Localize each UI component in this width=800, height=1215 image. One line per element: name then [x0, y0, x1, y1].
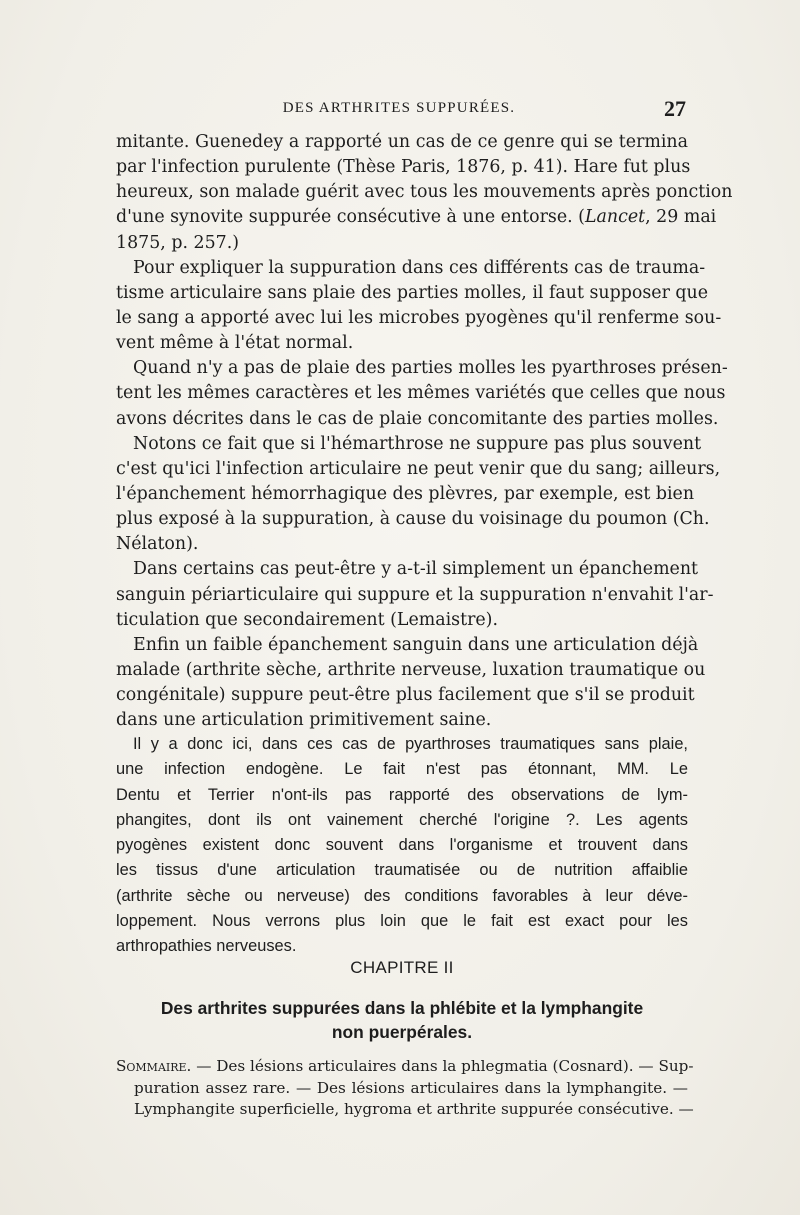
text-line: une infection endogène. Le fait n'est pas étonnant, MM. Le	[116, 760, 688, 779]
text-line: vent même à l'état normal.	[116, 333, 354, 354]
page-number: 27	[664, 96, 686, 121]
text-line: (arthrite sèche ou nerveuse) des conditions favorables à leur déve-	[116, 886, 688, 905]
journal-title: Lancet	[584, 207, 646, 228]
text-line: pyogènes existent donc souvent dans l'organisme et trouvent dans	[116, 836, 688, 855]
text-line: malade (arthrite sèche, arthrite nerveuse, luxation traumatique ou	[116, 659, 706, 680]
text-line: dans une articulation primitivement saine.	[116, 710, 492, 731]
text-line: ticulation que secondairement (Lemaistre).	[116, 609, 498, 630]
running-head	[112, 96, 686, 122]
chapter-subtitle-line: non puerpérales.	[331, 1022, 473, 1042]
running-title: DES ARTHRITES SUPPURÉES.	[282, 100, 516, 116]
summary-line: puration assez rare. — Des lésions articulaires dans la lymphangite. —	[134, 1078, 688, 1097]
text-line: heureux, son malade guérit avec tous les mouvements après ponction	[116, 182, 733, 203]
text-line: plus exposé à la suppuration, à cause du voisinage du poumon (Ch.	[116, 509, 710, 530]
text-line: sanguin périarticulaire qui suppure et la suppuration n'envahit l'ar-	[116, 584, 714, 605]
chapter-subtitle	[116, 996, 688, 1044]
text-line: tisme articulaire sans plaie des parties molles, il faut supposer que	[116, 282, 709, 303]
text-line: avons décrites dans le cas de plaie concomitante des parties molles.	[116, 408, 719, 429]
text-span: — Des lésions articulaires dans la phlegmatia (Cosnard). — Sup-	[191, 1057, 694, 1075]
text-line: Il y a donc ici, dans ces cas de pyarthroses traumatiques sans plaie,	[133, 735, 688, 753]
text-span: , 29 mai	[645, 207, 717, 228]
chapter-subtitle-line: Des arthrites suppurées dans la phlébite et la lymphangite	[160, 998, 644, 1018]
text-line: Enfin un faible épanchement sanguin dans une articulation déjà	[133, 634, 699, 655]
text-span: d'une synovite suppurée consécutive à une entorse. (	[116, 207, 585, 228]
text-line: Nélaton).	[116, 534, 199, 555]
text-line: les tissus d'une articulation traumatisée ou de nutrition affaiblie	[116, 861, 688, 880]
text-line: par l'infection purulente (Thèse Paris, 1876, p. 41). Hare fut plus	[116, 157, 691, 178]
text-line: arthropathies nerveuses.	[116, 937, 297, 956]
summary-label: Sommaire.	[116, 1057, 192, 1075]
text-line: l'épanchement hémorrhagique des plèvres, par exemple, est bien	[116, 483, 695, 504]
body-text-sans	[116, 732, 688, 960]
text-line: c'est qu'ici l'infection articulaire ne peut venir que du sang; ailleurs,	[116, 458, 721, 479]
text-line: mitante. Guenedey a rapporté un cas de ce genre qui se termina	[116, 132, 688, 152]
text-line: 1875, p. 257.)	[116, 232, 240, 253]
text-line: Pour expliquer la suppuration dans ces différents cas de trauma-	[133, 257, 706, 278]
text-line: phangites, dont ils ont vainement cherché l'origine ?. Les agents	[116, 810, 688, 829]
text-line: le sang a apporté avec lui les microbes pyogènes qu'il renferme sou-	[116, 307, 722, 328]
text-line: Quand n'y a pas de plaie des parties molles les pyarthroses présen-	[133, 358, 728, 379]
chapter-summary	[116, 1056, 694, 1121]
summary-line: Lymphangite superficielle, hygroma et arthrite suppurée consécutive. —	[134, 1100, 694, 1118]
text-line: Dans certains cas peut-être y a-t-il simplement un épanchement	[133, 559, 699, 580]
chapter-title: CHAPITRE II	[350, 958, 454, 977]
text-line	[116, 205, 717, 230]
summary-line	[116, 1056, 694, 1078]
text-line: tent les mêmes caractères et les mêmes variétés que celles que nous	[116, 383, 726, 404]
text-line: Notons ce fait que si l'hémarthrose ne suppure pas plus souvent	[133, 433, 702, 454]
text-line: Dentu et Terrier n'ont-ils pas rapporté des observations de lym-	[116, 785, 688, 804]
body-text	[116, 130, 733, 733]
text-line: congénitale) suppure peut-être plus facilement que s'il se produit	[116, 685, 695, 706]
text-line: loppement. Nous verrons plus loin que le fait est exact pour les	[116, 912, 688, 931]
